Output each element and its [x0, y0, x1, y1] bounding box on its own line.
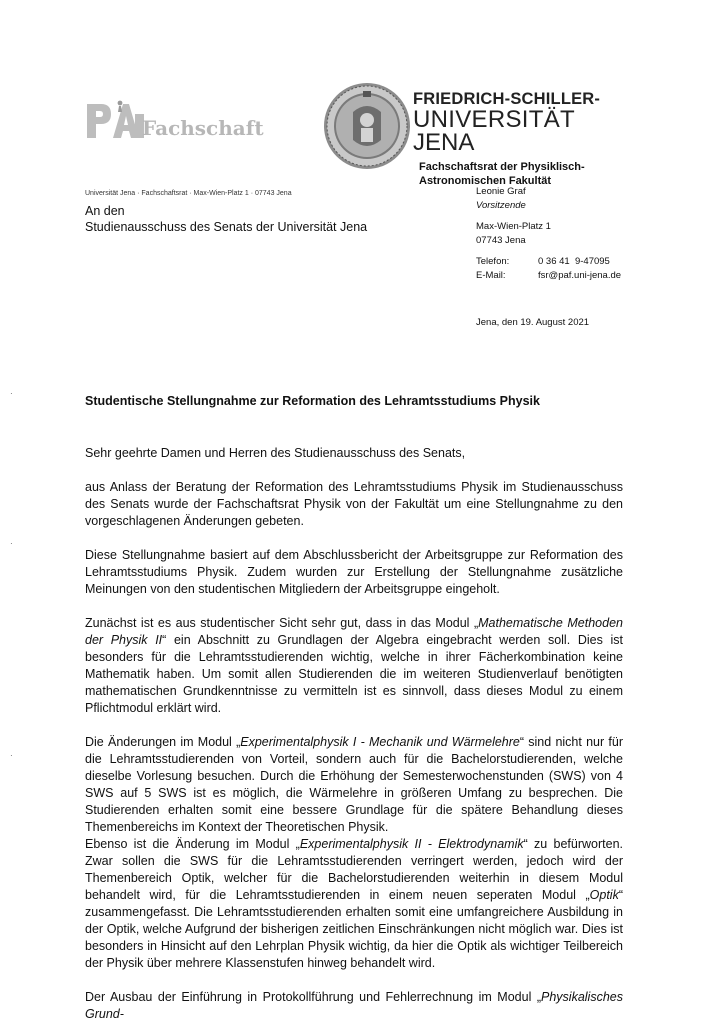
paf-logo-mark-icon — [85, 100, 145, 142]
contact-phone-row — [476, 255, 621, 269]
module-name: Optik — [589, 888, 619, 902]
letter-subject: Studentische Stellungnahme zur Reformation des Lehramtsstudiums Physik — [85, 394, 540, 408]
paragraph-5: Ebenso ist die Änderung im Modul „Experimentalphysik II - Elektrodynamik“ zu befürworten. Zwar sollen die SWS für die Lehramtsstudierenden verringert werden, jedoch wird der Themenbereich Optik, welcher für die Bachelorstudierenden weiterhin in diesem Modul behandelt wird, für die Lehramtsstudierenden in einem neuen seperaten Modul „Optik“ zusammengefasst. Die Lehramtsstudierenden erhalten somit eine umfangreichere Ausbildung in der Optik, welche Aufgrund der bisherigen zeitlichen Einschränkungen nicht möglich war. Dies ist besonders in Hinsicht auf den Lehrplan Physik wichtig, da hier die Optik als wichtiger Teilbereich der Physik über mehrere Klassenstufen hinweg behandelt wird. — [85, 837, 624, 970]
fsr-name — [419, 160, 585, 188]
contact-block — [476, 185, 621, 330]
recipient-line2: Studienausschuss des Senats der Universität Jena — [85, 219, 368, 234]
contact-name: Leonie Graf — [476, 186, 526, 197]
phone-value: 0 36 41 9-47095 — [538, 256, 610, 267]
fachschaft-logo-text: Fachschaft — [142, 116, 264, 140]
contact-role: Vorsitzende — [476, 200, 526, 211]
university-name-line3: JENA — [413, 129, 475, 156]
sender-return-address: Universität Jena · Fachschaftsrat · Max-Wien-Platz 1 · 07743 Jena — [85, 190, 292, 197]
paragraph-1: aus Anlass der Beratung der Reformation des Lehramtsstudiums Physik im Studienausschuss des Senats wurde der Fachschaftsrat Physik von der Fakultät um eine Stellungnahme zu den vorgeschlagenen Änderungen gebeten. — [85, 480, 623, 528]
university-name-line2: UNIVERSITÄT — [413, 106, 575, 133]
module-name: Mathematische Methoden der Physik II — [85, 616, 623, 647]
email-value: fsr@paf.uni-jena.de — [538, 270, 622, 281]
paragraph-4: Die Änderungen im Modul „Experimentalphysik I - Mechanik und Wärmelehre“ sind nicht nur für die Lehramtsstudierenden von Vorteil, sondern auch für die Bachelorstudierenden, welche dieselbe Vorlesung besuchen. Durch die Erhöhung der Semesterwochenstunden (SWS) von 4 SWS auf 5 SWS ist es möglich, die Wärmelehre in größeren Umfang zu besprechen. Die Studierenden erhalten somit eine bessere Grundlage für die spätere Behandlung dieses Themenbereichs im Kontext der Theoretischen Physik. — [85, 735, 623, 834]
university-wordmark — [413, 90, 643, 188]
fachschaft-logo — [85, 100, 265, 142]
email-label: E-Mail: — [476, 270, 506, 281]
university-seal-icon — [323, 82, 411, 170]
paragraph-3: Zunächst ist es aus studentischer Sicht sehr gut, dass in das Modul „Mathematische Methoden der Physik II“ ein Abschnitt zu Grundlagen der Algebra eingebracht werden soll. Dies ist besonders für die Lehramtsstudierenden wichtig, welche in ihrer Fächerkombination keine Mathematik haben. Um somit allen Studierenden die im weiteren Studienverlauf benötigten mathematischen Grundkenntnisse zu vermitteln ist es sinnvoll, dass dieses Modul zu einem Pflichtmodul erklärt wird. — [85, 616, 623, 715]
contact-street: Max-Wien-Platz 1 — [476, 221, 551, 232]
fold-mark: · — [10, 389, 13, 398]
fsr-name-line1: Fachschaftsrat der Physiklisch- — [419, 161, 585, 173]
recipient-line1: An den — [85, 204, 125, 218]
fsr-name-line2: Astronomischen Fakultät — [419, 175, 552, 187]
contact-email-row — [476, 269, 621, 283]
module-name: Experimentalphysik II - Elektrodynamik — [299, 837, 524, 851]
fold-mark: · — [10, 751, 13, 760]
module-name: Experimentalphysik I - Mechanik und Wärmelehre — [240, 735, 520, 749]
letter-body — [85, 445, 623, 1023]
paragraph-2: Diese Stellungnahme basiert auf dem Abschlussbericht der Arbeitsgruppe zur Reformation des Lehramtsstudiums Physik. Zudem wurden zur Erstellung der Stellungnahme zusätzliche Meinungen von den studentischen Mitgliedern der Arbeitsgruppe eingeholt. — [85, 548, 623, 596]
module-name: Physikalisches Grund- — [85, 990, 623, 1021]
fold-mark: · — [10, 539, 13, 548]
paragraph-6: Der Ausbau der Einführung in Protokollführung und Fehlerrechnung im Modul „Physikalisches Grund- — [85, 990, 623, 1021]
contact-city: 07743 Jena — [476, 235, 526, 246]
university-name-line1: FRIEDRICH-SCHILLER- — [413, 90, 601, 108]
salutation: Sehr geehrte Damen und Herren des Studienausschuss des Senats, — [85, 446, 466, 460]
letter-date: Jena, den 19. August 2021 — [476, 317, 590, 328]
phone-label: Telefon: — [476, 256, 510, 267]
recipient-address — [85, 204, 367, 235]
